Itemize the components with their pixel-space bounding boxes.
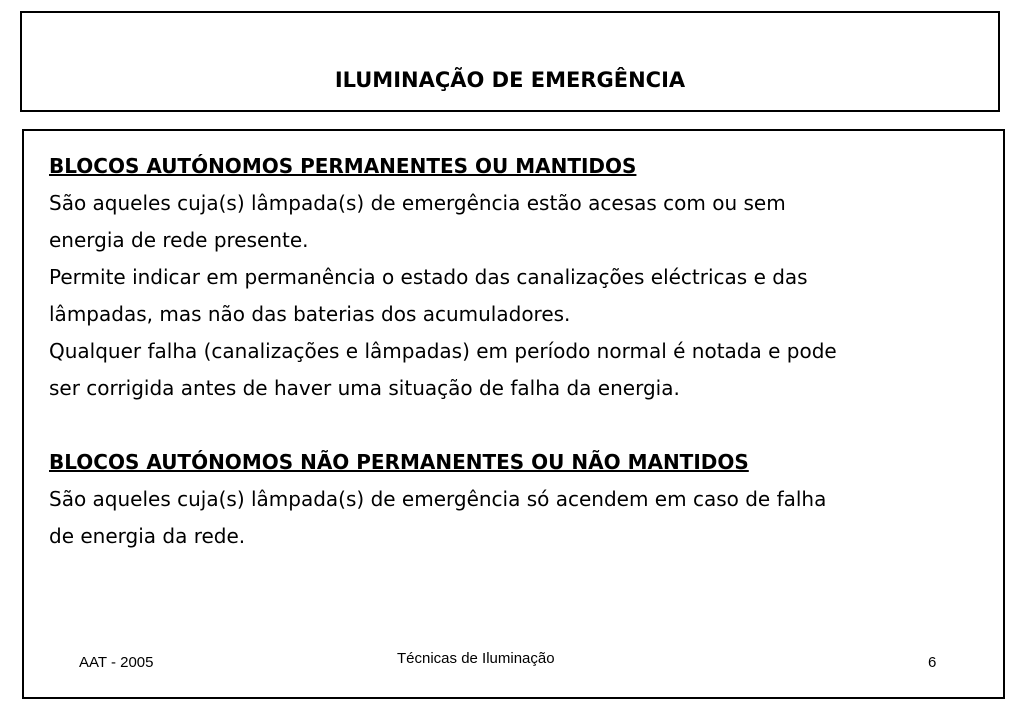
content-body	[49, 148, 999, 555]
text-line: Permite indicar em permanência o estado das canalizações eléctricas e das	[49, 265, 808, 289]
section-heading-permanentes: BLOCOS AUTÓNOMOS PERMANENTES OU MANTIDOS	[49, 154, 637, 178]
text-line: lâmpadas, mas não das baterias dos acumuladores.	[49, 302, 571, 326]
section-heading-nao-permanentes: BLOCOS AUTÓNOMOS NÃO PERMANENTES OU NÃO MANTIDOS	[49, 450, 749, 474]
footer-author-year: AAT - 2005	[79, 654, 154, 671]
text-line: São aqueles cuja(s) lâmpada(s) de emergência estão acesas com ou sem	[49, 191, 786, 215]
text-line: energia de rede presente.	[49, 228, 309, 252]
text-line: São aqueles cuja(s) lâmpada(s) de emergência só acendem em caso de falha	[49, 487, 827, 511]
page-title: ILUMINAÇÃO DE EMERGÊNCIA	[334, 68, 686, 92]
section-spacer	[49, 407, 999, 444]
title-box	[20, 11, 1000, 112]
footer-page-number: 6	[928, 654, 937, 671]
text-line: Qualquer falha (canalizações e lâmpadas) em período normal é notada e pode	[49, 339, 837, 363]
footer-course-title: Técnicas de Iluminação	[397, 650, 555, 667]
text-line: de energia da rede.	[49, 524, 246, 548]
content-box	[22, 129, 1005, 699]
text-line: ser corrigida antes de haver uma situação de falha da energia.	[49, 376, 680, 400]
